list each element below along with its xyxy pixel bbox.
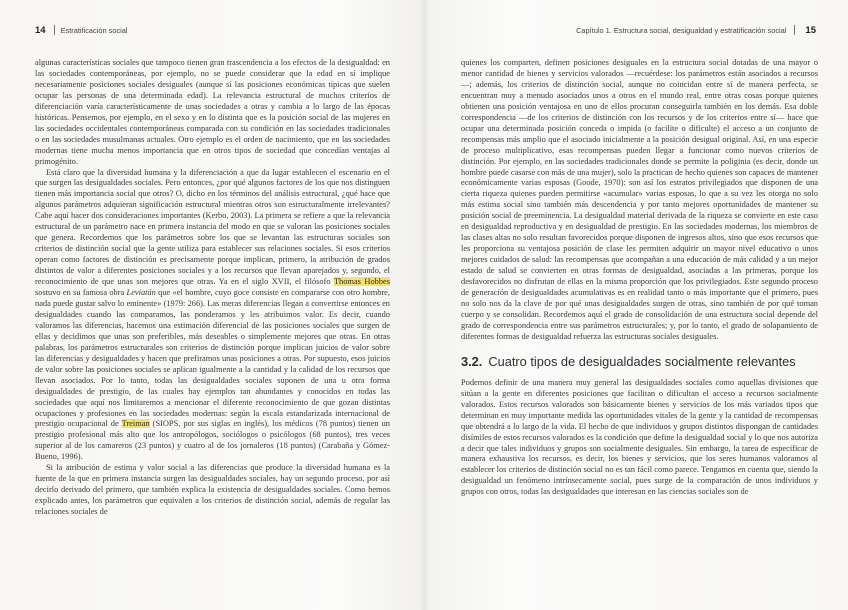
paragraph xyxy=(35,58,390,168)
running-head: Estratificación social xyxy=(60,26,128,35)
header-divider xyxy=(794,25,795,35)
right-page-upper-text xyxy=(461,58,818,343)
paragraph xyxy=(35,463,390,518)
text-run: que «el hombre, cuyo goce consiste en compararse con otro hombre, nada puede gustar salvo lo eminente» (1979: 266). Las meras diferencias llegan a convertirse entonces en desigualdades cuando las comparamos, las ponderamos y les atribuimos valor. Es decir, cuando valoramos las diferencias, hacemos una estimación diferencial de las posiciones sociales que surgen de ellas y decidimos que unas son preferibles, más deseables o simplemente mejores que otras. En otras palabras, los parámetros estructurales son criterios de distinción porque implican juicios de valor sobre las diferencias y desigualdades y hacen que prefiramos unas posiciones a otras. Por supuesto, esos juicios de valor sobre las posiciones sociales se aplican igualmente a la cantidad y la calidad de los recursos que llevan asociados. Por lo tanto, todas las desigualdades sociales suponen de una u otra forma desigualdades de prestigio, de las cuales hay ejemplos tan abundantes y conocidos en todas las sociedades que aquí nos limitaremos a mencionar el diferente reconocimiento de que gozan distintas ocupaciones y profesiones en las sociedades modernas: según la escala estandarizada internacional de prestigio ocupacional de xyxy=(35,288,390,429)
text-run: Está claro que la diversidad humana y la diferenciación a que da lugar establecen el escenario en el que surgen las desigualdades sociales. Pero entonces, ¿por qué algunos factores de los que nos distinguen tienen más importancia social que otros? O, dicho en los términos del análisis estructural, ¿qué hace que algunos parámetros adquieran significación estructural mientras otros son estructuralmente irrelevantes? Cabe aquí hacer dos consideraciones importantes (Kerbo, 2003). La primera se refiere a que la relevancia estructural de un parámetro nace en primera instancia del modo en que se valoran las posiciones sociales que genera. Recordemos que los parámetros sobre los que se levantan las estructuras sociales son criterios de distinción social que la gente utiliza para establecer sus relaciones sociales. Si esos criterios operan como factores de distinción es precisamente porque implican, primero, la atribución de grados distintos de valor a diferentes posiciones sociales y a los recursos que llevan aparejados y, segundo, el reconocimiento de que unas son mejores que otras. Ya en el siglo XVII, el filósofo xyxy=(35,167,390,287)
section-heading xyxy=(461,354,818,370)
text-run: sostuvo en su famosa obra xyxy=(35,288,127,298)
text-run: algunas características sociales que tampoco tienen gran trascendencia a los efectos de la desigualdad: en las sociedades contemporáneas, por ejemplo, no se puede considerar que la edad en sí implique necesariamente posiciones sociales desiguales (aunque sí las posiciones económicas típicas que suelen ocupar las personas de una determinada edad). La relevancia estructural de muchos criterios de diferenciación varía característicamente de unas sociedades a otras y cambia a lo largo de las épocas históricas. Pensemos, por ejemplo, en el sexo y en lo distinta que es la posición social de las mujeres en las sociedades occidentales contemporáneas comparada con su condición en las sociedades tradicionales o en las sociedades musulmanas actuales. Otro ejemplo es el orden de nacimiento, que en las sociedades modernas tiene mucha menos importancia que en otros tipos de sociedad que concedían ventajas al primogénito. xyxy=(35,58,390,166)
section-number: 3.2. xyxy=(461,353,483,369)
right-page-header xyxy=(456,24,816,38)
text-run: Podemos definir de una manera muy general las desigualdades sociales como aquellas divisiones que sitúan a la gente en diferentes posiciones que facilitan o dificultan el acceso a recursos socialmente valorados. Estos recursos valorados son básicamente bienes y servicios de los más variados tipos que determinan en muy importante medida las oportunidades vitales de la gente y la cantidad de recompensas que obtendrá a lo largo de la vida. El hecho de que individuos y grupos distintos dispongan de cantidades disímiles de estos recursos valorados es la condición que define la desigualdad social y lo que nos autoriza a decir que tales individuos y grupos son socialmente desiguales. Sin embargo, la tarea de especificar de manera exhaustiva los recursos, es decir, los bienes y servicios, que los seres humanos valoramos al establecer los criterios de distinción social no es tan fácil como parece. Tengamos en cuenta que, siendo la desigualdad un fenómeno intrínsecamente social, pues surge de la comparación de unos individuos y grupos con otros, todas las desigualdades que interesan en las ciencias sociales son de xyxy=(461,377,818,497)
paragraph xyxy=(461,378,818,498)
text-run: Si la atribución de estima y valor social a las diferencias que produce la diversidad humana es la fuente de la que en primera instancia surgen las desigualdades sociales, hay un segundo proceso, por así decirlo derivado del primero, que también explica la existencia de desigualdades sociales. Como hemos explicado antes, los parámetros que equivalen a los criterios de distinción social, además de regular las relaciones sociales de xyxy=(35,463,390,517)
right-page-body xyxy=(461,58,818,580)
left-page-header xyxy=(35,24,396,38)
italic-text: Leviatán xyxy=(126,288,156,298)
paragraph xyxy=(35,168,390,464)
highlighted-text: Thomas Hobbes xyxy=(333,277,390,287)
left-page-body xyxy=(35,58,390,580)
right-page-lower-text xyxy=(461,378,818,498)
header-divider xyxy=(54,25,55,35)
highlighted-text: Treiman xyxy=(121,419,150,429)
text-run: (SIOPS, por sus siglas en inglés), los médicos (78 puntos) tienen un prestigio profesional más alto que los antropólogos, sociólogos o psicólogos (68 puntos), tres veces superior al de los camareros (23 puntos) y cuatro al de los jornaleros (18 puntos) (Carabaña y Gómez-Bueno, 1996). xyxy=(35,419,390,462)
text-run: quienes los comparten, definen posiciones desiguales en la estructura social dotadas de una mayor o menor cantidad de bienes y servicios valorados —recuérdese: los parámetros están asociados a recursos—; además, los criterios de distinción social, aunque no coincidan entre sí de manera perfecta, se encuentran muy a menudo asociados unos a otros en el mundo real, entre otras cosas porque quienes obtienen una posición ventajosa en uno de ellos procuran conseguirla también en los demás. Esa doble correspondencia —de los criterios de distinción con los recursos y de los criterios entre sí— hace que ocupar una determinada posición conceda o impida (o facilite o dificulte) el acceso a un conjunto de recompensas más amplio que el asociado inicialmente a la posición desigual original. Así, en una especie de proceso multiplicativo, esas recompensas pueden llegar a funcionar como nuevos criterios de distinción. Por ejemplo, en las sociedades tradicionales donde se permite la poliginia (es decir, donde un hombre puede casarse con más de una mujer), solo la practican de hecho quienes son capaces de mantener económicamente varias esposas (Goode, 1970): son así los estratos privilegiados que disponen de una cierta riqueza quienes pueden permitirse «acumular» varias esposas, lo que a su vez les otorga no solo más estima social sino también más descendencia y por tanto mejores oportunidades de mantener su posición social de preeminencia. La desigualdad material derivada de la riqueza se convierte en este caso en desigualdad reproductiva y en desigualdad de prestigio. En las sociedades modernas, los miembros de las clases altas no solo resultan favorecidos porque disponen de ingresos altos, sino que esos recursos que les proporciona su ventajosa posición de clase les permiten adquirir un mayor nivel educativo o unos mejores cuidados de salud: las recompensas que acompañan a una educación de más calidad y a un mejor estado de salud se convierten en otras formas de desigualdad, asociadas a las primeras, porque los desfavorecidos no disfrutan de ellas en la misma proporción que los privilegiados. Este segundo proceso de generación de desigualdades acumulativas es en realidad tanto o más importante que el primero, pues no solo nos da la clave de por qué unas desigualdades surgen de otras, sino también de por qué toman cuerpo y se consolidan. Recordemos aquí el grado de consolidación de una estructura social depende del grado de correspondencia entre sus parámetros estructurales; y, por lo tanto, el grado de solapamiento de diferentes formas de desigualdad refuerza las estructuras sociales desiguales. xyxy=(461,58,818,341)
page-number: 15 xyxy=(805,25,816,36)
right-page xyxy=(424,0,848,610)
page-number: 14 xyxy=(35,25,46,36)
paragraph xyxy=(461,58,818,343)
running-head: Capítulo 1. Estructura social, desigualdad y estratificación social xyxy=(576,26,787,35)
section-title: Cuatro tipos de desigualdades socialmente relevantes xyxy=(488,353,796,369)
